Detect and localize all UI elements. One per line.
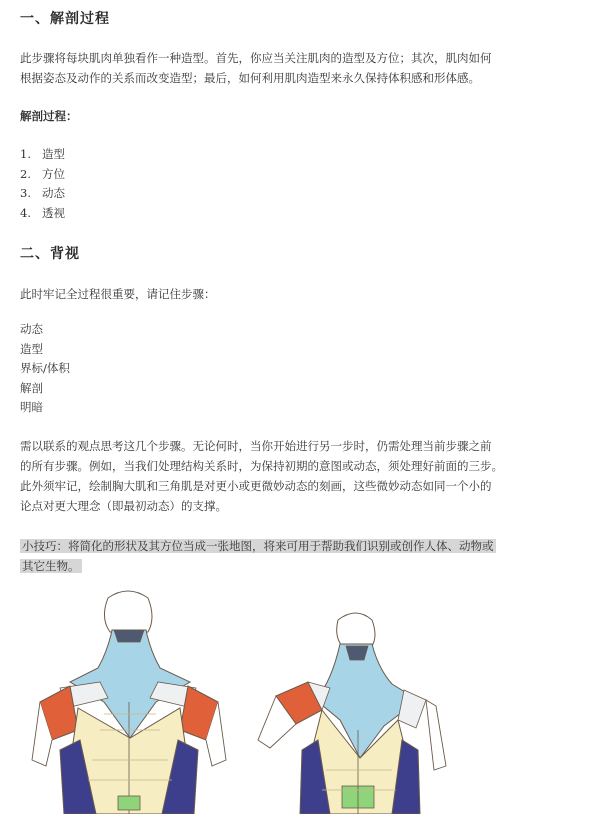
section2-heading: 二、背视 — [20, 246, 80, 262]
list-item: 动态 — [20, 322, 43, 336]
list-item: 1. 造型 — [20, 147, 65, 161]
section2-para-line3: 此外须牢记，绘制胸大肌和三角肌是对更小或更微妙动态的刻画，这些微妙动态如同一个小的 — [20, 479, 492, 493]
list-item: 解剖 — [20, 380, 43, 395]
tip-line1 — [20, 536, 580, 556]
tip-highlight: 其它生物。 — [22, 559, 80, 573]
back-view-sketches — [0, 590, 608, 814]
section1-heading: 一、解剖过程 — [20, 11, 110, 27]
section2-intro: 此时牢记全过程很重要，请记住步骤： — [20, 287, 216, 301]
section2-para-line2: 的所有步骤。例如，当我们处理结构关系时，为保持初期的意图或动态，须处理好前面的三步。 — [20, 459, 503, 473]
list-item: 3. 动态 — [20, 186, 65, 201]
list-item: 界标/体积 — [20, 361, 70, 376]
list-item: 2. 方位 — [20, 166, 65, 181]
section2-para-line4: 论点对更大理念（即最初动态）的支撑。 — [20, 499, 227, 513]
list-item: 明暗 — [20, 400, 43, 415]
tip-line2 — [20, 556, 580, 576]
steps-reminder-list — [20, 320, 70, 418]
section1-intro-line1: 此步骤将每块肌肉单独看作一种造型。首先，你应当关注肌肉的造型及方位；其次，肌肉如何 — [20, 51, 492, 65]
process-label: 解剖过程： — [20, 109, 78, 123]
section1-intro-line2: 根据姿态及动作的关系而改变造型；最后，如何利用肌肉造型来永久保持体积感和形体感。 — [20, 71, 480, 85]
figure-back-right — [258, 613, 446, 814]
list-item: 4. 透视 — [20, 205, 65, 220]
list-item: 造型 — [20, 341, 43, 356]
anatomy-illustration — [0, 590, 608, 814]
steps-list — [20, 145, 65, 223]
tip-highlight: 小技巧：将简化的形状及其方位当成一张地图，将来可用于帮助我们识别或创作人体、动物或 — [22, 539, 494, 553]
section2-para-line1: 需以联系的观点思考这几个步骤。无论何时，当你开始进行另一步时，仍需处理当前步骤之前 — [20, 439, 492, 453]
figure-back-left — [32, 591, 226, 814]
